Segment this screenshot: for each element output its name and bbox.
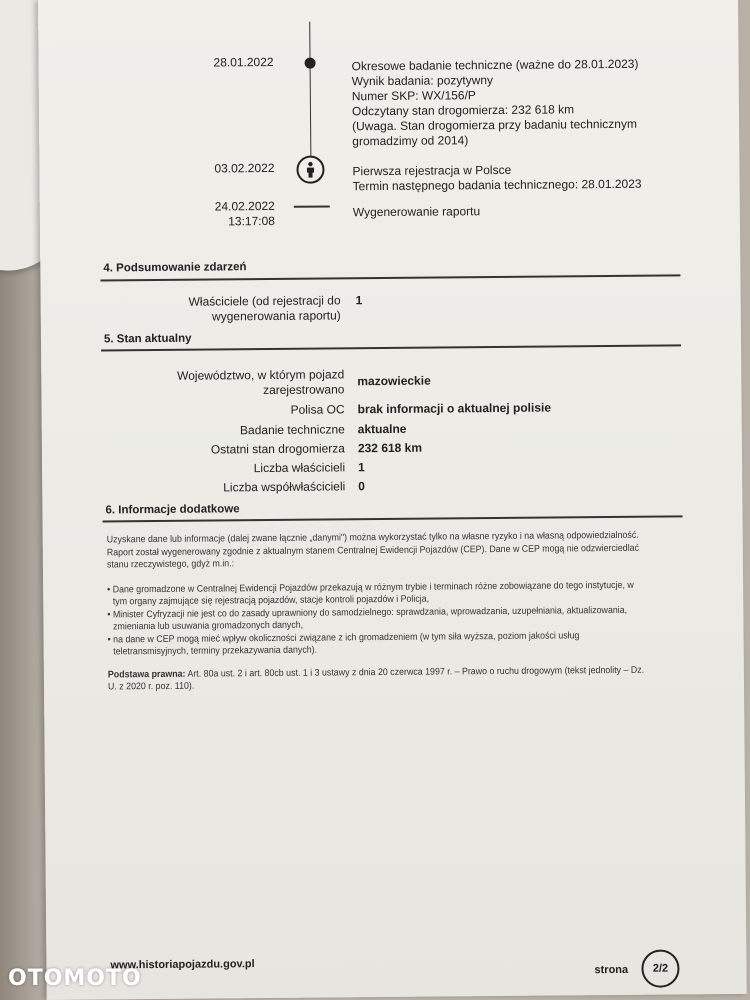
timeline-end-tick — [294, 205, 330, 207]
section-title: 4. Podsumowanie zdarzeń — [103, 261, 247, 275]
field-value: brak informacji o aktualnej polisie — [357, 400, 552, 417]
field-label: Badanie techniczne — [239, 422, 345, 438]
event-line: Wynik badania: pozytywny — [351, 73, 494, 89]
field-value: 0 — [358, 479, 366, 494]
document-sheet — [38, 0, 747, 1000]
section-title: 5. Stan aktualny — [103, 332, 192, 346]
field-label: Liczba właścicieli — [253, 460, 346, 476]
event-line: gromadzimy od 2014) — [352, 133, 469, 149]
disclaimer-text: Uzyskane dane lub informacje (dalej zwane łącznie „danymi") można wykorzystać tylko na własne ryzyko i na własną odpowiedzialność. Raport został wygenerowany zgodnie z aktualnym stanem Centralnej Ewidencji Pojazdów (CEP). Dane w CEP mogą nie odzwierciedlać stanu rzeczywistego, gdyż m.in.: • Dane gromadzone w Centralnej Ewidencji Pojazdów przekazują w różnym trybie i terminach różne zobowiązane do tego instytucje, w tym organy zajmujące się rejestracją pojazdów, stacje kontroli pojazdów i Policja, • Minister Cyfryzacji nie jest co do zasady uprawniony do samodzielnego: sprawdzania, wprowadzania, uzupełniania, aktualizowania, zmieniania lub usuwania gromadzonych danych, • na dane w CEP mogą mieć wpływ okoliczności związane z ich gromadzeniem (w tym siła wyższa, poziom jakości usług teletransmisyjnych, terminy przekazywania danych). Podstawa prawna: Art. 80a ust. 2 i art. 80cb ust. 1 i 3 ustawy z dnia 20 czerwca 1997 r. – Prawo o ruchu drogowym (tekst jednolity – Dz. U. z 2020 r. poz. 110). — [107, 530, 666, 694]
page-number: 2/2 — [641, 949, 679, 987]
field-value: aktualne — [357, 421, 407, 437]
event-line: Odczytany stan drogomierza: 232 618 km — [351, 102, 575, 119]
field-value: 1 — [355, 293, 363, 308]
field-label: Ostatni stan drogomierza — [210, 441, 345, 457]
footer-url: www.historiapojazdu.gov.pl — [110, 958, 255, 972]
field-label: zarejestrowano — [262, 382, 345, 398]
event-date: 24.02.2022 — [214, 198, 275, 214]
event-line: Termin następnego badania technicznego: 28.01.2023 — [352, 176, 642, 194]
field-value: mazowieckie — [357, 373, 431, 389]
timeline-line — [309, 22, 311, 174]
field-label: Województwo, w którym pojazd — [177, 367, 345, 383]
field-label: Liczba współwłaścicieli — [223, 479, 346, 495]
legal-text: U. z 2020 r. poz. 110). — [107, 680, 195, 693]
event-date: 28.01.2022 — [213, 54, 274, 70]
event-line: Pierwsza rejestracja w Polsce — [352, 162, 512, 179]
legal-label: Podstawa prawna: — [107, 668, 186, 680]
event-line: Okresowe badanie techniczne (ważne do 28.01.2023) — [351, 56, 639, 74]
field-label: Właściciele (od rejestracji do — [188, 293, 341, 309]
event-time: 13:17:08 — [228, 213, 275, 229]
section-rule — [101, 344, 681, 351]
page-label: strona — [594, 963, 629, 977]
section-rule — [100, 274, 680, 281]
event-line: (Uwaga. Stan drogomierza przy badaniu technicznym — [352, 116, 637, 134]
person-icon — [296, 156, 324, 184]
timeline-dot-icon — [305, 58, 316, 69]
field-value: 232 618 km — [357, 440, 423, 456]
watermark-logo: OTOMOTO — [8, 966, 142, 991]
section-title: 6. Informacje dodatkowe — [105, 503, 240, 517]
event-line: Wygenerowanie raportu — [352, 204, 481, 220]
event-date: 03.02.2022 — [214, 160, 275, 176]
field-value: 1 — [358, 460, 365, 475]
section-rule — [103, 515, 683, 522]
field-label: Polisa OC — [290, 402, 345, 417]
field-label: wygenerowania raportu) — [211, 308, 341, 324]
legal-text: Art. 80a ust. 2 i art. 80cb ust. 1 i 3 ustawy z dnia 20 czerwca 1997 r. – Prawo o ruchu drogowym (tekst jednolity – Dz. — [185, 664, 645, 680]
event-line: Numer SKP: WX/156/P — [351, 88, 476, 104]
